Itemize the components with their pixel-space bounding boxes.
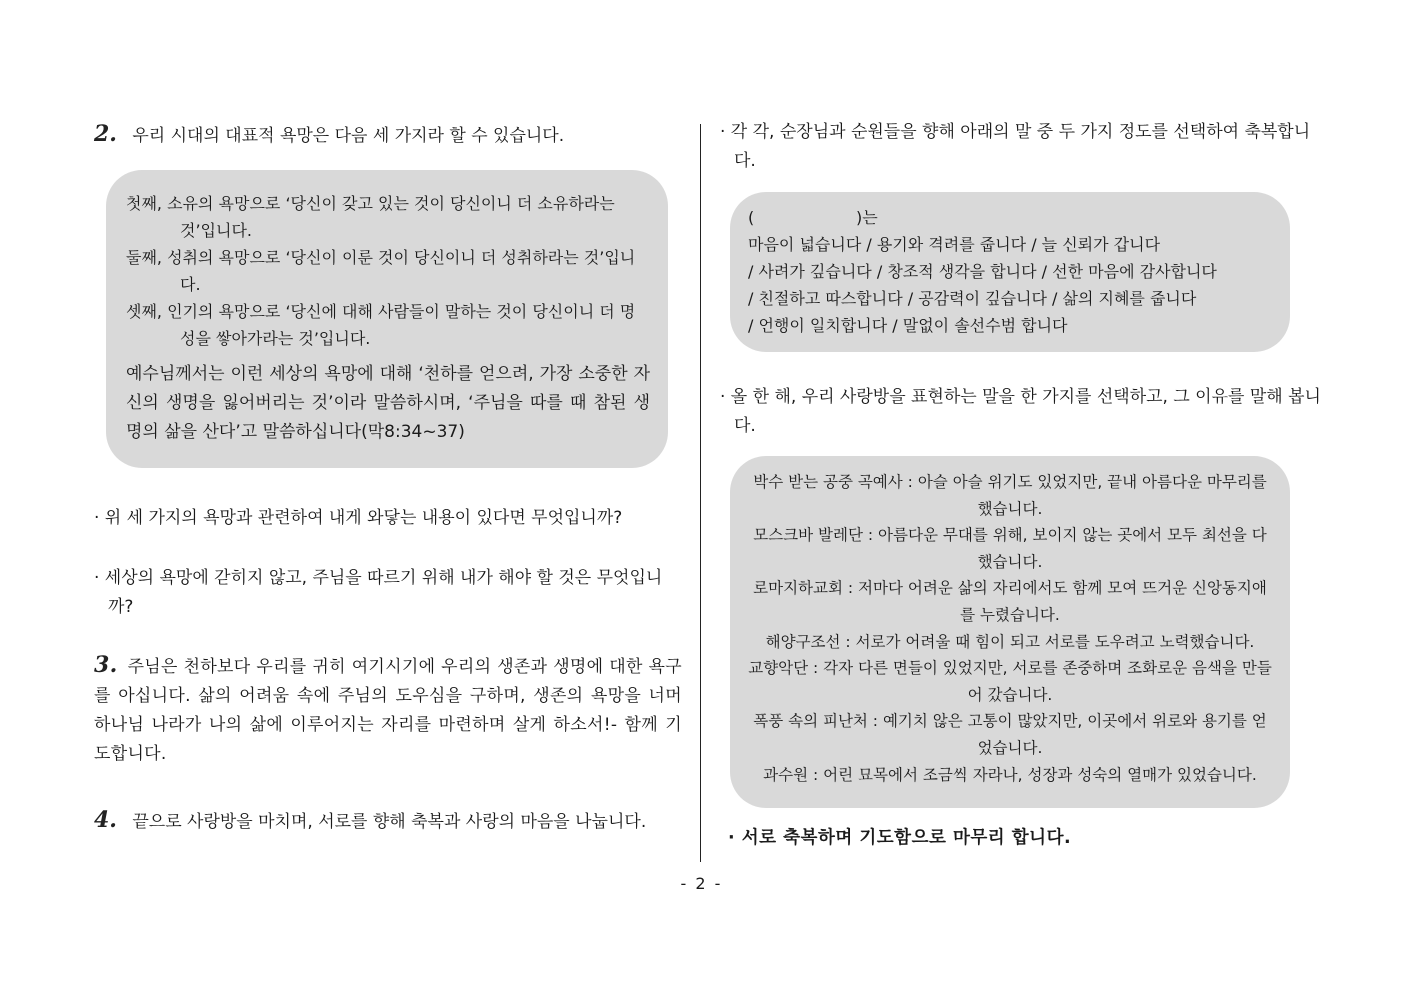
desires-box — [106, 170, 668, 468]
metaphor-entry-6: 폭풍 속의 피난처 : 예기치 않은 고통이 많았지만, 이곳에서 위로와 용기를 얻었습니다. — [753, 712, 1267, 757]
year-question: · 올 한 해, 우리 사랑방을 표현하는 말을 한 가지를 선택하고, 그 이유를 말해 봅니다. — [720, 387, 1321, 436]
desire-item-2: 둘째, 성취의 욕망으로 ‘당신이 이룬 것이 당신이니 더 성취하라는 것’입니다. — [126, 248, 636, 294]
metaphor-entry-2: 모스크바 발레단 : 아름다운 무대를 위해, 보이지 않는 곳에서 모두 최선을 다했습니다. — [753, 526, 1267, 571]
page-number: - 2 - — [680, 874, 723, 893]
blessing-line-4: / 언행이 일치합니다 / 말없이 솔선수범 합니다 — [748, 316, 1068, 335]
metaphor-entry-1: 박수 받는 공중 곡예사 : 아슬 아슬 위기도 있었지만, 끝내 아름다운 마무리를 했습니다. — [753, 473, 1267, 518]
section-3-number: 3. — [94, 652, 118, 678]
question-1: · 위 세 가지의 욕망과 관련하여 내게 와닿는 내용이 있다면 무엇입니까? — [94, 508, 623, 528]
blessing-question: · 각 각, 순장님과 순원들을 향해 아래의 말 중 두 가지 정도를 선택하여 축복합니다. — [720, 122, 1311, 171]
metaphor-entry-5: 교향악단 : 각자 다른 면들이 있었지만, 서로를 존중하며 조화로운 음색을 만들어 갔습니다. — [748, 659, 1272, 704]
desires-closing: 예수님께서는 이런 세상의 욕망에 대해 ‘천하를 얻으려, 가장 소중한 자신의 생명을 잃어버리는 것’이라 말씀하시며, ‘주님을 따를 때 참된 생명의 삶을 산다’고 말씀하십니다(막8:34~37) — [126, 364, 650, 442]
question-2: · 세상의 욕망에 갇히지 않고, 주님을 따르기 위해 내가 해야 할 것은 무엇입니까? — [94, 568, 663, 617]
blessing-prefix: ( )는 — [748, 208, 878, 227]
section-4-number: 4. — [94, 807, 117, 833]
blessing-line-1: 마음이 넓습니다 / 용기와 격려를 줍니다 / 늘 신뢰가 갑니다 — [748, 235, 1161, 254]
metaphor-box — [730, 456, 1290, 808]
section-2-heading-text: 우리 시대의 대표적 욕망은 다음 세 가지라 할 수 있습니다. — [132, 126, 565, 146]
blessing-line-3: / 친절하고 따스합니다 / 공감력이 깊습니다 / 삶의 지혜를 줍니다 — [748, 289, 1197, 308]
blessing-line-2: / 사려가 깊습니다 / 창조적 생각을 합니다 / 선한 마음에 감사합니다 — [748, 262, 1217, 281]
metaphor-entry-7: 과수원 : 어린 묘목에서 조금씩 자라나, 성장과 성숙의 열매가 있었습니다. — [763, 765, 1257, 784]
section-4 — [94, 804, 646, 838]
column-divider — [700, 124, 701, 862]
closing-instruction: · 서로 축복하며 기도함으로 마무리 합니다. — [728, 828, 1072, 848]
section-2-heading — [94, 118, 564, 152]
metaphor-entry-3: 로마지하교회 : 저마다 어려운 삶의 자리에서도 함께 모여 뜨거운 신앙동지애를 누렸습니다. — [753, 579, 1267, 624]
section-3 — [94, 651, 682, 769]
section-4-text: 끝으로 사랑방을 마치며, 서로를 향해 축복과 사랑의 마음을 나눕니다. — [132, 812, 647, 832]
section-2-number: 2. — [94, 121, 117, 147]
blessing-box — [730, 192, 1290, 352]
desire-item-3: 셋째, 인기의 욕망으로 ‘당신에 대해 사람들이 말하는 것이 당신이니 더 명성을 쌓아가라는 것’입니다. — [126, 302, 636, 348]
desire-item-1: 첫째, 소유의 욕망으로 ‘당신이 갖고 있는 것이 당신이니 더 소유하라는 것’입니다. — [126, 194, 615, 240]
section-3-text: 주님은 천하보다 우리를 귀히 여기시기에 우리의 생존과 생명에 대한 욕구를 아십니다. 삶의 어려움 속에 주님의 도우심을 구하며, 생존의 욕망을 너머 하나님 나라가 나의 삶에 이루어지는 자리를 마련하며 살게 하소서!- 함께 기도합니다. — [94, 657, 682, 764]
metaphor-entry-4: 해양구조선 : 서로가 어려울 때 힘이 되고 서로를 도우려고 노력했습니다. — [765, 632, 1255, 651]
